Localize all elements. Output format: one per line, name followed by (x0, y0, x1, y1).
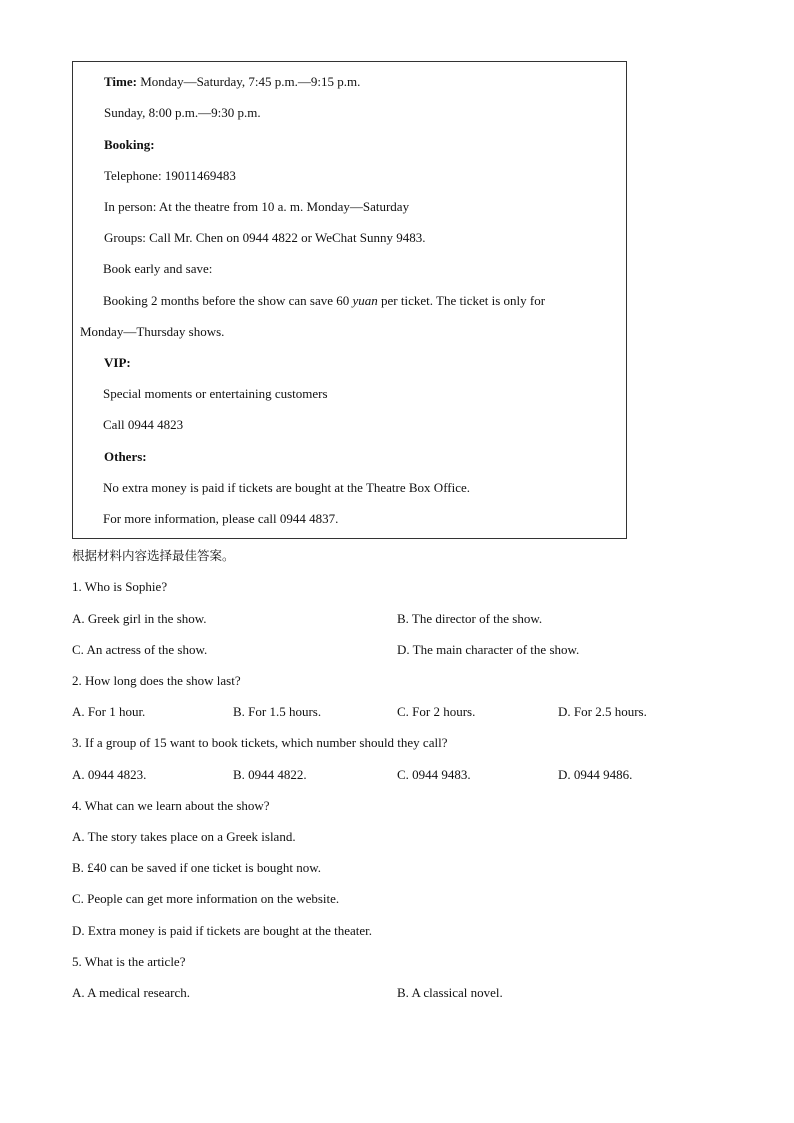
question-1-option-b: B. The director of the show. (397, 611, 543, 626)
vip-call: Call 0944 4823 (103, 417, 184, 432)
question-1-stem: 1. Who is Sophie? (72, 579, 168, 594)
question-4-option-a: A. The story takes place on a Greek island. (72, 829, 296, 844)
time-label: Time: (104, 74, 137, 89)
question-2-option-b: B. For 1.5 hours. (233, 704, 322, 719)
question-5-stem: 5. What is the article? (72, 954, 186, 969)
instruction: 根据材料内容选择最佳答案。 (72, 548, 235, 563)
in-person-line: In person: At the theatre from 10 a. m. Monday—Saturday (104, 199, 410, 214)
telephone-line: Telephone: 19011469483 (104, 168, 236, 183)
question-5-option-a: A. A medical research. (72, 985, 191, 1000)
vip-label: VIP: (104, 355, 131, 370)
question-1-option-a: A. Greek girl in the show. (72, 611, 207, 626)
booking-note-1b: per ticket. The ticket is only for (377, 293, 546, 308)
booking-label: Booking: (104, 137, 155, 152)
vip-text: Special moments or entertaining customers (103, 386, 328, 401)
others-label: Others: (104, 449, 147, 464)
question-2-option-a: A. For 1 hour. (72, 704, 146, 719)
question-1-option-d: D. The main character of the show. (397, 642, 580, 657)
others-text: No extra money is paid if tickets are bought at the Theatre Box Office. (103, 480, 471, 495)
question-5-option-b: B. A classical novel. (397, 985, 503, 1000)
book-early-line: Book early and save: (103, 261, 213, 276)
question-3-option-c: C. 0944 9483. (397, 767, 471, 782)
booking-note-line-1 (103, 292, 545, 310)
question-3-option-b: B. 0944 4822. (233, 767, 307, 782)
question-3-stem: 3. If a group of 15 want to book tickets, which number should they call? (72, 735, 448, 750)
time-sunday: Sunday, 8:00 p.m.—9:30 p.m. (104, 105, 261, 120)
question-4-option-c: C. People can get more information on the website. (72, 891, 340, 906)
question-4-option-d: D. Extra money is paid if tickets are bought at the theater. (72, 923, 372, 938)
question-4-option-b: B. £40 can be saved if one ticket is bought now. (72, 860, 321, 875)
question-3-option-a: A. 0944 4823. (72, 767, 147, 782)
booking-note-1a: Booking 2 months before the show can save 60 (103, 293, 353, 308)
booking-note-line-2: Monday—Thursday shows. (80, 324, 225, 339)
booking-note-yuan: yuan (352, 293, 378, 308)
question-2-option-c: C. For 2 hours. (397, 704, 476, 719)
question-3-option-d: D. 0944 9486. (558, 767, 633, 782)
question-1-option-c: C. An actress of the show. (72, 642, 208, 657)
groups-line: Groups: Call Mr. Chen on 0944 4822 or WeChat Sunny 9483. (104, 230, 426, 245)
time-weekday: Monday—Saturday, 7:45 p.m.—9:15 p.m. (140, 74, 361, 89)
question-2-option-d: D. For 2.5 hours. (558, 704, 647, 719)
more-info-text: For more information, please call 0944 4837. (103, 511, 339, 526)
question-2-stem: 2. How long does the show last? (72, 673, 241, 688)
time-line (104, 73, 360, 91)
question-4-stem: 4. What can we learn about the show? (72, 798, 270, 813)
